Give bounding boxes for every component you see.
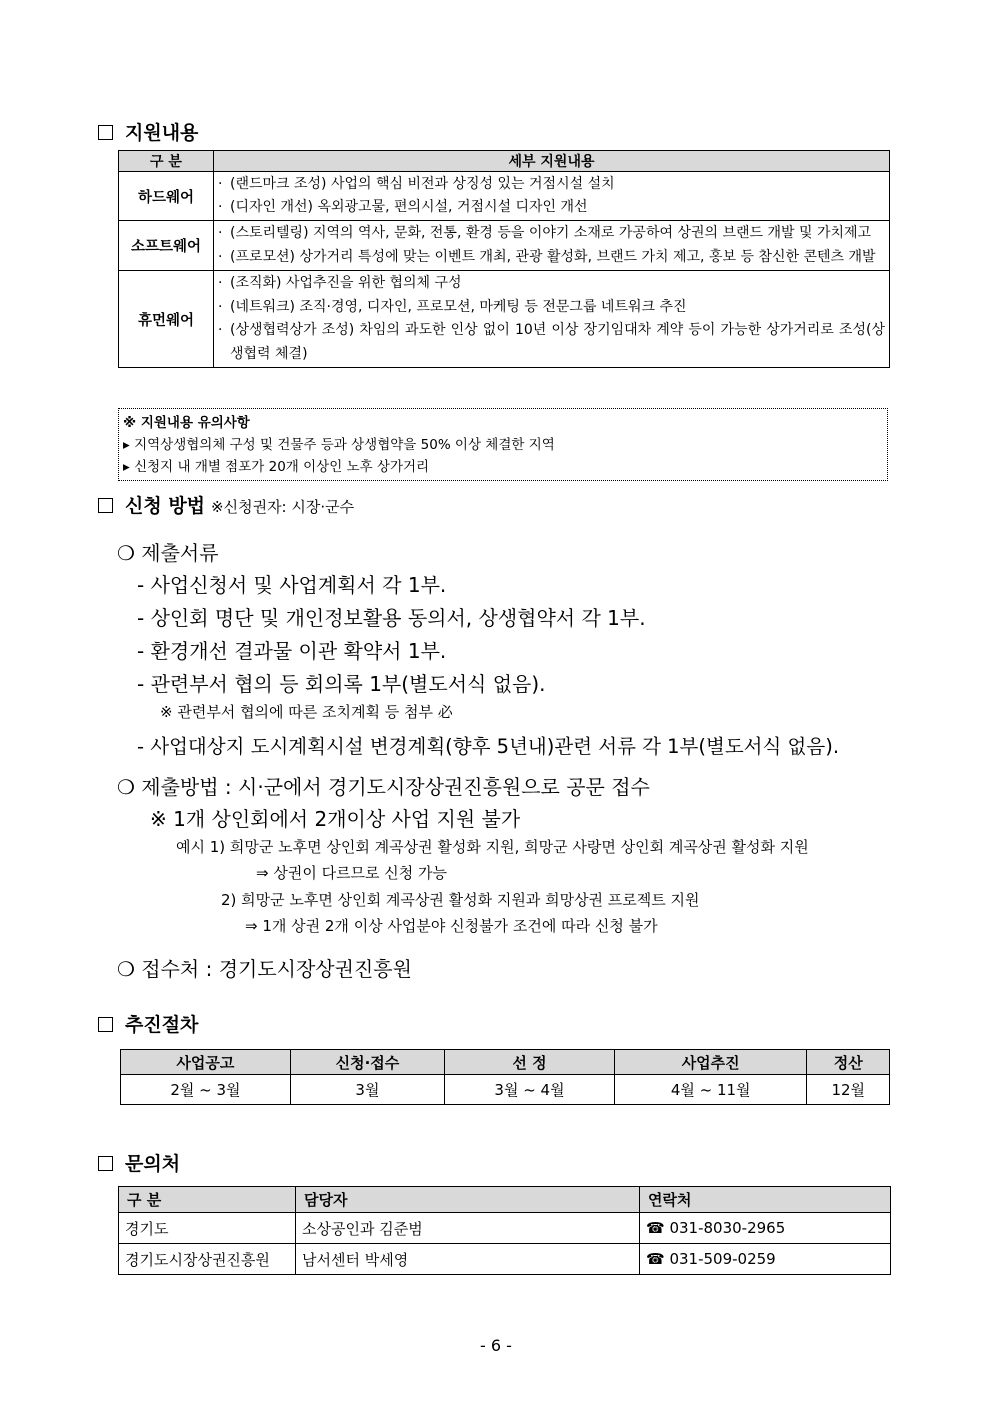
support-item: (디자인 개선) 옥외광고물, 편의시설, 거점시설 디자인 개선 bbox=[230, 199, 588, 215]
process-table-header bbox=[121, 1050, 890, 1075]
doc-item: - 사업대상지 도시계획시설 변경계획(향후 5년내)관련 서류 각 1부(별도서식 없음). bbox=[137, 735, 840, 758]
support-detail: · (조직화) 사업추진을 위한 협의체 구성 · (네트워크) 조직·경영, 디자인, 프로모션, 마케팅 등 전문그룹 네트워크 추진 · (상생협력상가 조성) 차임의 과도한 인상 없이 10년 이상 장기임대차 계약 등이 가능한 상가거리로 조성(상생협력 체결) bbox=[214, 271, 890, 368]
support-header-detail: 세부 지원내용 bbox=[214, 151, 890, 172]
submit-method-note: ※ 1개 상인회에서 2개이상 사업 지원 불가 bbox=[150, 807, 521, 831]
support-header-category: 구 분 bbox=[119, 151, 214, 172]
process-step: 신청·접수 bbox=[290, 1050, 444, 1075]
section-title-contact: 문의처 bbox=[98, 1149, 180, 1176]
process-table bbox=[120, 1049, 890, 1105]
example-line: 예시 1) 희망군 노후면 상인회 계곡상권 활성화 지원, 희망군 사랑면 상인회 계곡상권 활성화 지원 bbox=[176, 838, 809, 856]
table-row bbox=[119, 221, 890, 271]
section-title-apply: 신청 방법 ※신청권자: 시장·군수 bbox=[98, 491, 354, 518]
support-table-header bbox=[119, 151, 890, 172]
process-step: 사업공고 bbox=[121, 1050, 291, 1075]
contact-phone: ☎ 031-509-0259 bbox=[640, 1244, 891, 1275]
contact-person: 남서센터 박세영 bbox=[296, 1244, 640, 1275]
contact-table bbox=[118, 1186, 891, 1275]
doc-item: - 사업신청서 및 사업계획서 각 1부. bbox=[137, 573, 447, 597]
note-title: ※ 지원내용 유의사항 bbox=[123, 415, 250, 431]
note-item: ▸ 지역상생협의체 구성 및 건물주 등과 상생협약을 50% 이상 체결한 지역 bbox=[123, 437, 555, 453]
support-item: (조직화) 사업추진을 위한 협의체 구성 bbox=[230, 275, 462, 291]
note-item: ▸ 신청지 내 개별 점포가 20개 이상인 노후 상가거리 bbox=[123, 459, 430, 475]
support-item: (스토리텔링) 지역의 역사, 문화, 전통, 환경 등을 이야기 소재로 가공하여 상권의 브랜드 개발 및 가치제고 bbox=[230, 225, 872, 241]
support-table bbox=[118, 150, 890, 368]
apply-note: ※신청권자: 시장·군수 bbox=[211, 498, 355, 516]
page-number: - 6 - bbox=[480, 1336, 512, 1355]
process-period: 3월 ~ 4월 bbox=[445, 1075, 615, 1105]
table-row bbox=[121, 1075, 890, 1105]
submit-method: ❍ 제출방법 : 시·군에서 경기도시장상권진흥원으로 공문 접수 bbox=[117, 775, 650, 799]
support-detail: · (스토리텔링) 지역의 역사, 문화, 전통, 환경 등을 이야기 소재로 가공하여 상권의 브랜드 개발 및 가치제고 · (프로모션) 상가거리 특성에 맞는 이벤트 개최, 관광 활성화, 브랜드 가치 제고, 홍보 등 참신한 콘텐츠 개발 bbox=[214, 221, 890, 271]
doc-note: ※ 관련부서 협의에 따른 조치계획 등 첨부 必 bbox=[160, 703, 453, 721]
process-period: 3월 bbox=[290, 1075, 444, 1105]
process-period: 2월 ~ 3월 bbox=[121, 1075, 291, 1105]
support-item: (상생협력상가 조성) 차임의 과도한 인상 없이 10년 이상 장기임대차 계약 등이 가능한 상가거리로 조성(상생협력 체결) bbox=[230, 322, 885, 362]
section-title-support: 지원내용 bbox=[98, 118, 198, 145]
process-period: 12월 bbox=[807, 1075, 890, 1105]
contact-org: 경기도 bbox=[119, 1213, 296, 1244]
contact-header-person: 담당자 bbox=[296, 1187, 640, 1213]
contact-person: 소상공인과 김준범 bbox=[296, 1213, 640, 1244]
table-row bbox=[119, 172, 890, 221]
process-step: 정산 bbox=[807, 1050, 890, 1075]
receiver: ❍ 접수처 : 경기도시장상권진흥원 bbox=[117, 957, 412, 981]
table-row bbox=[119, 1244, 891, 1275]
contact-phone: ☎ 031-8030-2965 bbox=[640, 1213, 891, 1244]
contact-org: 경기도시장상권진흥원 bbox=[119, 1244, 296, 1275]
doc-item: - 상인회 명단 및 개인정보활용 동의서, 상생협약서 각 1부. bbox=[137, 606, 646, 630]
section-title-process: 추진절차 bbox=[98, 1010, 198, 1037]
contact-header-category: 구 분 bbox=[119, 1187, 296, 1213]
example-line: ⇒ 1개 상권 2개 이상 사업분야 신청불가 조건에 따라 신청 불가 bbox=[245, 917, 658, 935]
example-line: 2) 희망군 노후면 상인회 계곡상권 활성화 지원과 희망상권 프로젝트 지원 bbox=[221, 891, 700, 909]
checkbox-square-icon bbox=[98, 498, 113, 513]
checkbox-square-icon bbox=[98, 1017, 113, 1032]
process-step: 선 정 bbox=[445, 1050, 615, 1075]
table-row bbox=[119, 271, 890, 368]
support-note-box bbox=[118, 408, 888, 481]
support-category: 휴먼웨어 bbox=[119, 271, 214, 368]
support-category: 하드웨어 bbox=[119, 172, 214, 221]
example-line: ⇒ 상권이 다르므로 신청 가능 bbox=[256, 864, 448, 882]
support-category: 소프트웨어 bbox=[119, 221, 214, 271]
support-item: (네트워크) 조직·경영, 디자인, 프로모션, 마케팅 등 전문그룹 네트워크 추진 bbox=[230, 298, 687, 315]
support-item: (랜드마크 조성) 사업의 핵심 비전과 상징성 있는 거점시설 설치 bbox=[230, 176, 615, 192]
docs-title: ❍ 제출서류 bbox=[117, 541, 219, 565]
process-period: 4월 ~ 11월 bbox=[614, 1075, 807, 1105]
support-item: (프로모션) 상가거리 특성에 맞는 이벤트 개최, 관광 활성화, 브랜드 가치 제고, 홍보 등 참신한 콘텐츠 개발 bbox=[230, 248, 876, 265]
doc-item: - 환경개선 결과물 이관 확약서 1부. bbox=[137, 639, 447, 663]
table-row bbox=[119, 1213, 891, 1244]
support-detail: · (랜드마크 조성) 사업의 핵심 비전과 상징성 있는 거점시설 설치 · (디자인 개선) 옥외광고물, 편의시설, 거점시설 디자인 개선 bbox=[214, 172, 890, 221]
checkbox-square-icon bbox=[98, 125, 113, 140]
checkbox-square-icon bbox=[98, 1156, 113, 1171]
contact-header-phone: 연락처 bbox=[640, 1187, 891, 1213]
contact-table-header bbox=[119, 1187, 891, 1213]
process-step: 사업추진 bbox=[614, 1050, 807, 1075]
doc-item: - 관련부서 협의 등 회의록 1부(별도서식 없음). bbox=[137, 672, 546, 696]
